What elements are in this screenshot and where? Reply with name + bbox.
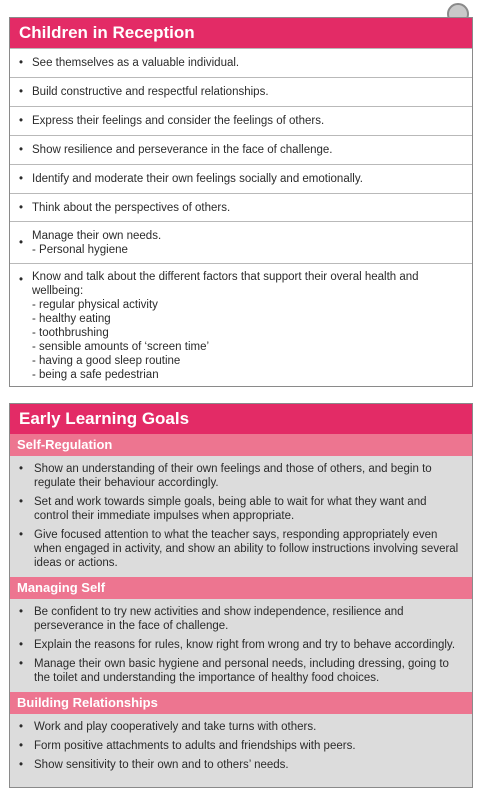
list-item (10, 657, 462, 685)
list-item (10, 135, 472, 164)
building-relationships-list (10, 714, 472, 779)
bullet: • (19, 57, 24, 69)
list-item (10, 495, 462, 523)
list-item (10, 605, 462, 633)
list-item (10, 739, 462, 753)
bullet: • (19, 529, 24, 541)
reception-panel (9, 17, 473, 387)
elg-title: Early Learning Goals (10, 404, 472, 434)
item-text: See themselves as a valuable individual. (32, 57, 240, 69)
reception-title: Children in Reception (10, 18, 472, 48)
managing-self-list (10, 599, 472, 692)
self-regulation-list (10, 456, 472, 577)
sub-item: - healthy eating (32, 313, 111, 325)
sub-item: - being a safe pedestrian (32, 369, 159, 381)
item-text: Express their feelings and consider the feelings of others. (32, 115, 325, 127)
item-text: Form positive attachments to adults and friendships with peers. (34, 740, 356, 752)
sub-item: - regular physical activity (32, 299, 158, 311)
list-item (10, 263, 472, 388)
item-text: Build constructive and respectful relationships. (32, 86, 269, 98)
item-text: Manage their own basic hygiene and personal needs, including dressing, going to the toilet and understanding the importance of healthy food choices. (34, 658, 449, 684)
list-item (10, 758, 462, 772)
item-text: Work and play cooperatively and take turns with others. (34, 721, 317, 733)
item-text: Manage their own needs. (32, 229, 162, 242)
item-text: Show an understanding of their own feelings and those of others, and begin to regulate their behaviour accordingly. (34, 463, 432, 489)
item-text: Be confident to try new activities and show independence, resilience and perseverance in the face of challenge. (34, 606, 404, 632)
list-item (10, 221, 472, 263)
bullet: • (19, 144, 24, 156)
item-text: Explain the reasons for rules, know right from wrong and try to behave accordingly. (34, 639, 456, 651)
list-item (10, 164, 472, 193)
bullet: • (19, 658, 24, 670)
item-text: Think about the perspectives of others. (32, 201, 231, 214)
list-item (10, 77, 472, 106)
reception-list (10, 48, 472, 388)
section-title-self-regulation: Self-Regulation (10, 434, 472, 456)
bullet: • (19, 639, 24, 651)
item-text: Show sensitivity to their own and to others’ needs. (34, 759, 289, 771)
bullet: • (19, 274, 24, 286)
sub-item: - sensible amounts of ‘screen time’ (32, 341, 210, 353)
list-item (10, 638, 462, 652)
sub-item: - having a good sleep routine (32, 355, 181, 367)
early-learning-goals-panel (9, 403, 473, 788)
list-item (10, 106, 472, 135)
bullet: • (19, 201, 24, 214)
section-title-managing-self: Managing Self (10, 577, 472, 599)
bullet: • (19, 721, 24, 733)
item-text: Identify and moderate their own feelings socially and emotionally. (32, 173, 363, 185)
list-item (10, 193, 472, 221)
item-text: Set and work towards simple goals, being able to wait for what they want and control their immediate impulses when appropriate. (34, 496, 427, 522)
item-text: Give focused attention to what the teacher says, responding appropriately even when engaged in activity, and show an ability to follow instructions involving several ideas or actions. (34, 529, 459, 569)
bullet: • (19, 496, 24, 508)
item-text: Show resilience and perseverance in the face of challenge. (32, 144, 333, 156)
bullet: • (19, 173, 24, 185)
bullet: • (19, 740, 24, 752)
bullet: • (19, 236, 24, 249)
section-title-building-relationships: Building Relationships (10, 692, 472, 714)
bullet: • (19, 606, 24, 618)
list-item (10, 528, 462, 570)
list-item (10, 462, 462, 490)
bullet: • (19, 86, 24, 98)
item-text: Know and talk about the different factors that support their overal health and wellbeing: (32, 271, 419, 297)
list-item (10, 720, 462, 734)
sub-item: - toothbrushing (32, 327, 109, 339)
sub-item: - Personal hygiene (32, 243, 128, 256)
list-item (10, 48, 472, 77)
bullet: • (19, 115, 24, 127)
bullet: • (19, 463, 24, 475)
bullet: • (19, 759, 24, 771)
